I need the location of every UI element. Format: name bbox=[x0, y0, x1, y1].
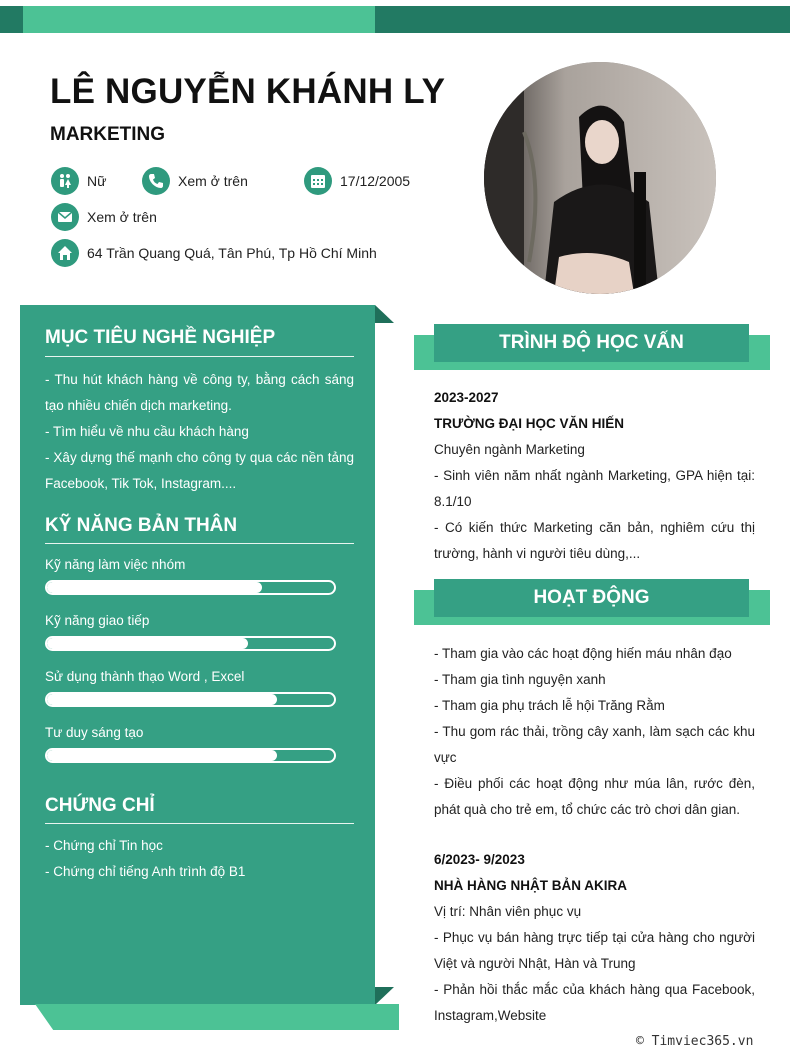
activities-title: HOẠT ĐỘNG bbox=[434, 579, 749, 617]
birthday-row bbox=[304, 167, 410, 195]
job-line: - Phục vụ bán hàng trực tiếp tại cửa hàng cho người Việt và người Nhật, Hàn và Trung bbox=[434, 930, 755, 971]
job-position: Vị trí: Nhân viên phục vụ bbox=[434, 904, 582, 919]
certificate-line: - Chứng chỉ tiếng Anh trình độ B1 bbox=[45, 864, 246, 879]
home-icon bbox=[51, 239, 79, 267]
phone-row bbox=[142, 167, 248, 195]
job-company: NHÀ HÀNG NHẬT BẢN AKIRA bbox=[434, 878, 627, 893]
certificate-line: - Chứng chỉ Tin học bbox=[45, 838, 163, 853]
job-title: MARKETING bbox=[50, 124, 166, 145]
job-content bbox=[434, 847, 755, 1029]
education-content bbox=[434, 385, 755, 567]
education-period: 2023-2027 bbox=[434, 390, 499, 405]
skill-label: Kỹ năng giao tiếp bbox=[45, 613, 150, 628]
objective-divider bbox=[45, 356, 354, 357]
education-title: TRÌNH ĐỘ HỌC VẤN bbox=[434, 324, 749, 362]
education-school: TRƯỜNG ĐẠI HỌC VĂN HIẾN bbox=[434, 416, 624, 431]
address-row bbox=[51, 239, 377, 267]
objective-list bbox=[45, 367, 354, 497]
job-line: - Phản hồi thắc mắc của khách hàng qua Facebook, Instagram,Website bbox=[434, 982, 755, 1023]
skill-fill bbox=[47, 750, 277, 761]
activity-line: - Tham gia vào các hoạt động hiến máu nhân đạo bbox=[434, 646, 732, 661]
job-period: 6/2023- 9/2023 bbox=[434, 852, 525, 867]
skill-bar bbox=[45, 580, 336, 595]
activities-content bbox=[434, 641, 755, 823]
activity-line: - Tham gia phụ trách lễ hội Trăng Rằm bbox=[434, 698, 665, 713]
objective-line: - Xây dựng thế mạnh cho công ty qua các nền tảng Facebook, Tik Tok, Instagram.... bbox=[45, 450, 354, 491]
skill-fill bbox=[47, 582, 262, 593]
objective-line: - Thu hút khách hàng về công ty, bằng cách sáng tạo nhiều chiến dịch marketing. bbox=[45, 372, 354, 413]
footer-credit: © Timviec365.vn bbox=[636, 1034, 754, 1049]
candidate-name: LÊ NGUYỄN KHÁNH LY bbox=[50, 72, 446, 111]
skill-label: Kỹ năng làm việc nhóm bbox=[45, 557, 186, 572]
education-line: - Sinh viên năm nhất ngành Marketing, GPA hiện tại: 8.1/10 bbox=[434, 468, 755, 509]
gender-value: Nữ bbox=[87, 173, 107, 189]
envelope-icon bbox=[51, 203, 79, 231]
activity-line: - Thu gom rác thải, trồng cây xanh, làm sạch các khu vực bbox=[434, 724, 755, 765]
skill-label: Tư duy sáng tạo bbox=[45, 725, 144, 740]
certificates-list bbox=[45, 833, 354, 885]
address-value: 64 Trần Quang Quá, Tân Phú, Tp Hồ Chí Minh bbox=[87, 245, 377, 261]
certificates-title: CHỨNG CHỈ bbox=[45, 795, 155, 816]
skills-divider bbox=[45, 543, 354, 544]
certificates-divider bbox=[45, 823, 354, 824]
skill-label: Sử dụng thành thạo Word , Excel bbox=[45, 669, 245, 684]
phone-icon bbox=[142, 167, 170, 195]
objective-title: MỤC TIÊU NGHỀ NGHIỆP bbox=[45, 327, 276, 348]
gender-row bbox=[51, 167, 106, 195]
education-major: Chuyên ngành Marketing bbox=[434, 442, 585, 457]
profile-photo bbox=[484, 62, 716, 294]
activity-line: - Tham gia tình nguyện xanh bbox=[434, 672, 606, 687]
phone-value: Xem ở trên bbox=[178, 173, 248, 189]
calendar-icon bbox=[304, 167, 332, 195]
email-value: Xem ở trên bbox=[87, 209, 157, 225]
left-panel-ribbon bbox=[35, 1004, 399, 1030]
skills-title: KỸ NĂNG BẢN THÂN bbox=[45, 515, 238, 536]
gender-icon bbox=[51, 167, 79, 195]
left-panel-fold-bottom bbox=[375, 987, 394, 1005]
skill-bar bbox=[45, 636, 336, 651]
birthday-value: 17/12/2005 bbox=[340, 173, 411, 189]
education-line: - Có kiến thức Marketing căn bản, nghiêm cứu thị trường, hành vi người tiêu dùng,... bbox=[434, 520, 755, 561]
email-row bbox=[51, 203, 157, 231]
skill-bar bbox=[45, 748, 336, 763]
skill-fill bbox=[47, 638, 248, 649]
activity-line: - Điều phối các hoạt động như múa lân, rước đèn, phát quà cho trẻ em, tổ chức các trò chơi dân gian. bbox=[434, 776, 755, 817]
top-bar-light bbox=[23, 6, 375, 33]
left-panel-fold-top bbox=[375, 305, 394, 323]
objective-line: - Tìm hiểu về nhu cầu khách hàng bbox=[45, 424, 249, 439]
skill-fill bbox=[47, 694, 277, 705]
skill-bar bbox=[45, 692, 336, 707]
